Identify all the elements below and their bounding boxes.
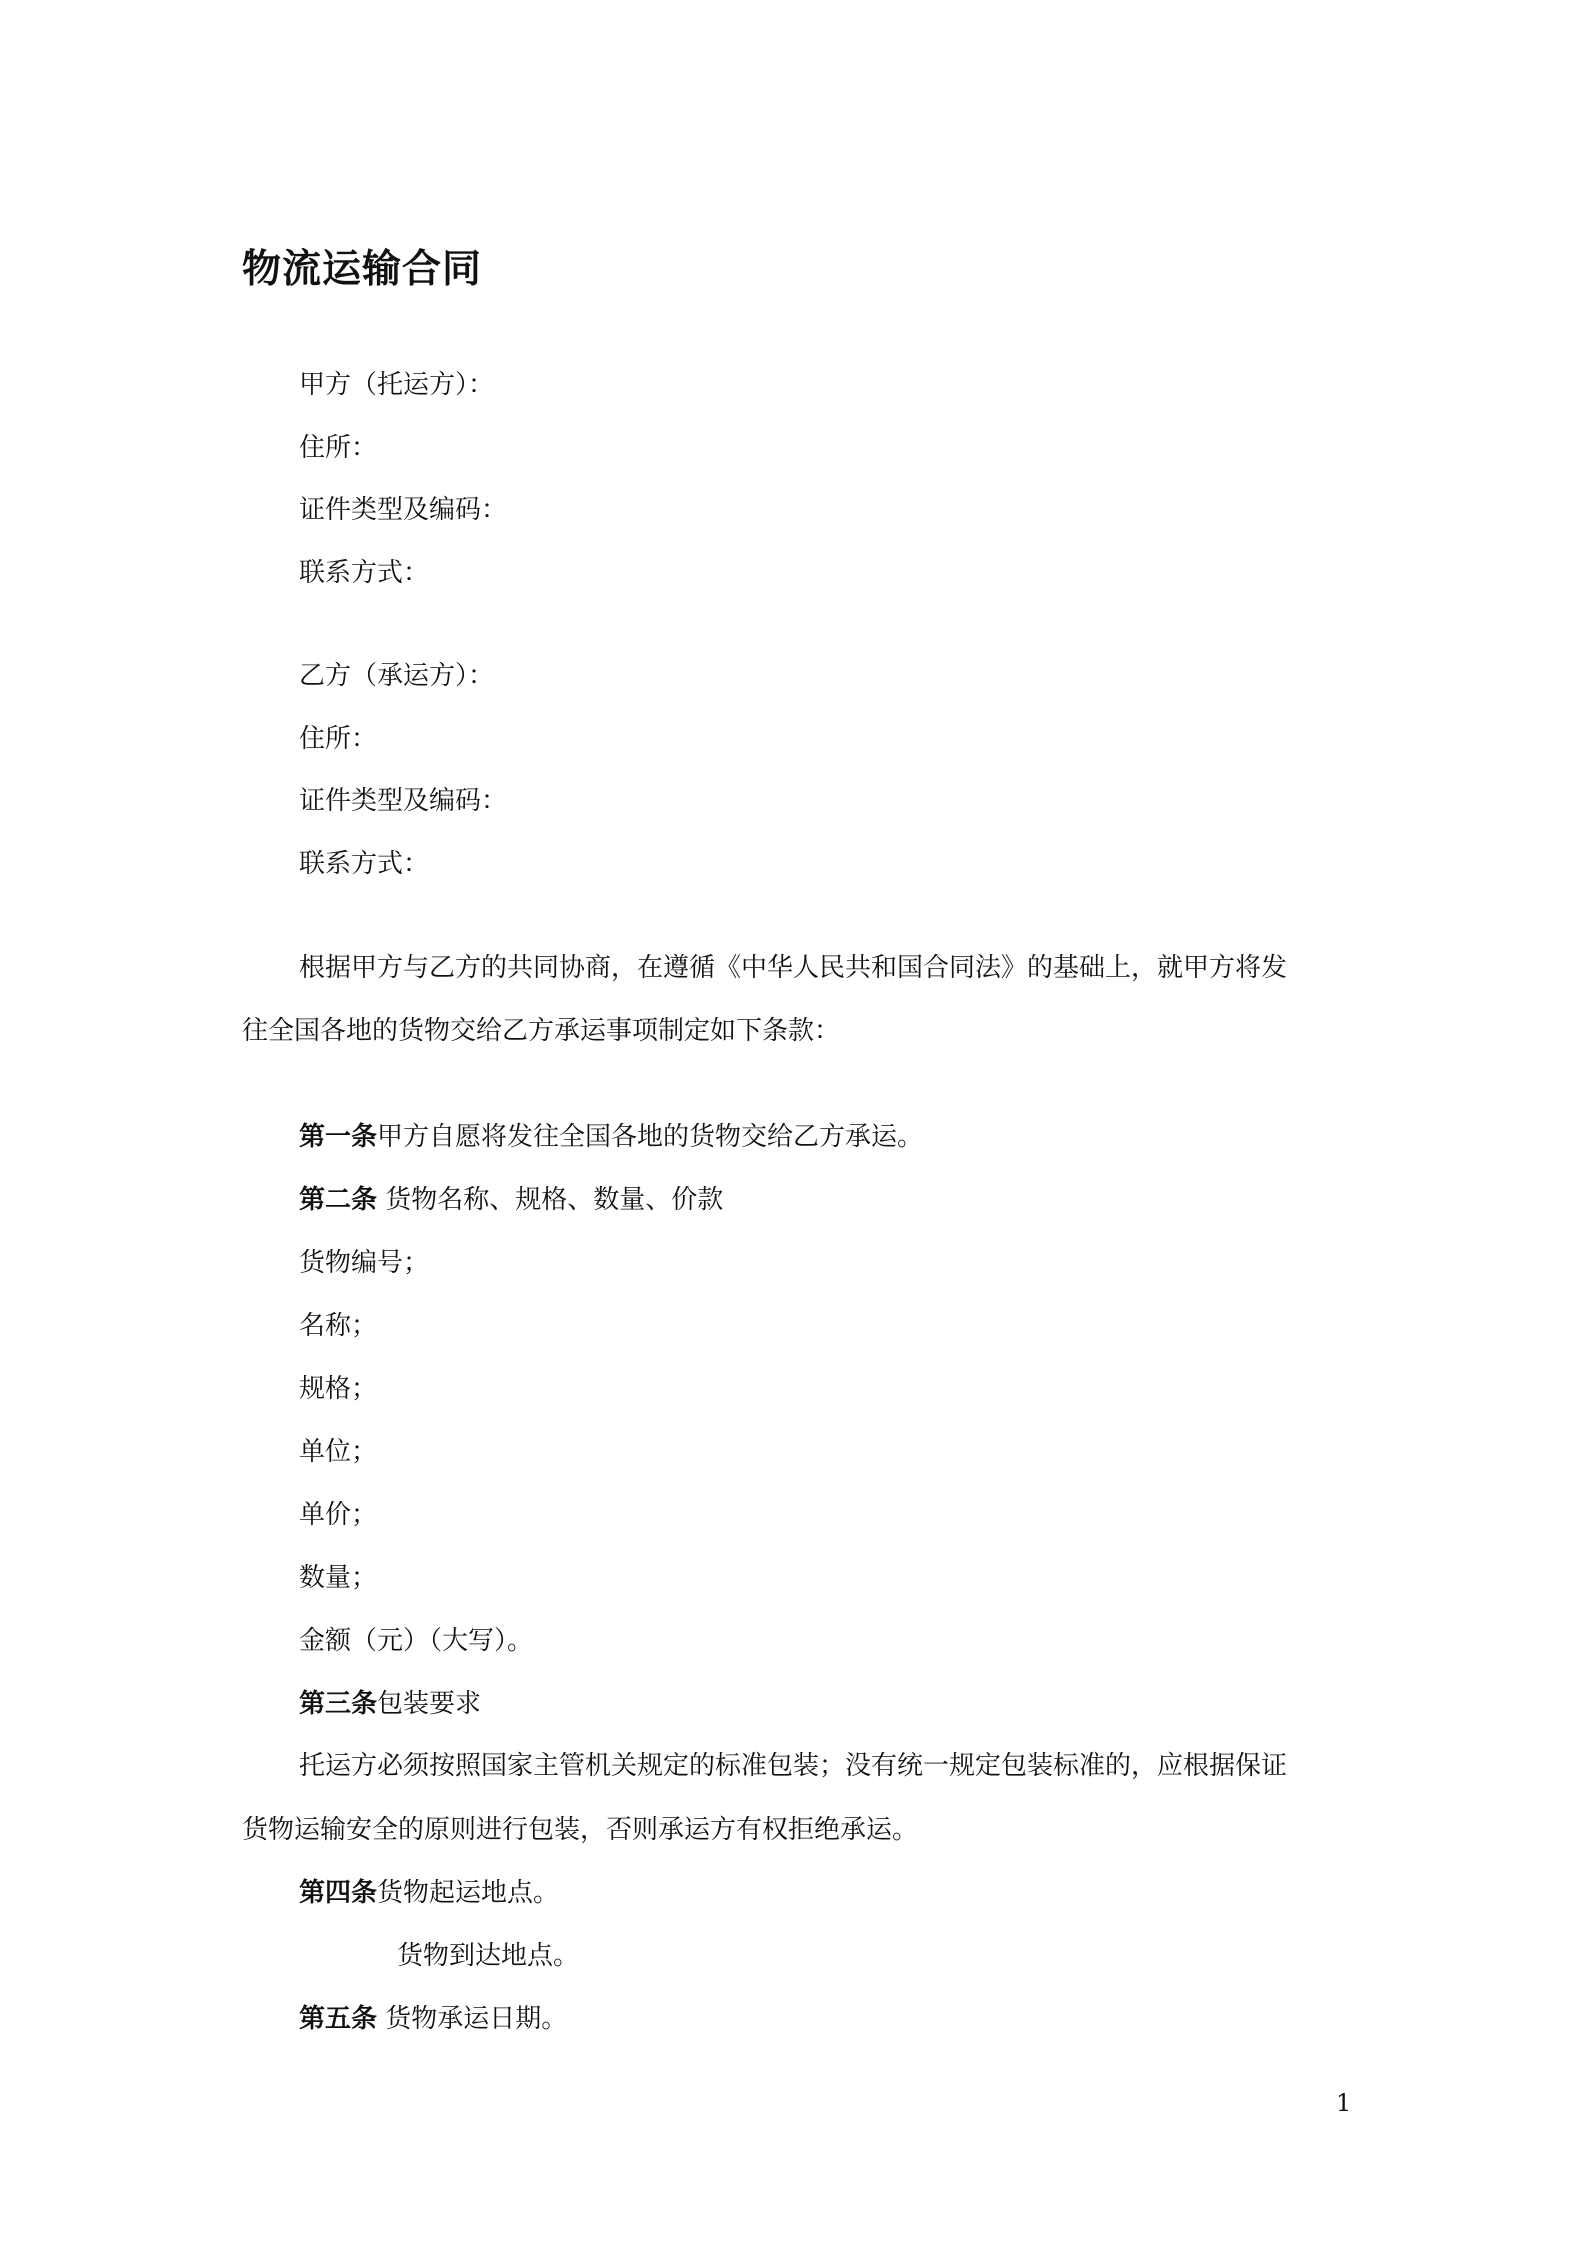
clause-3-line-1: 托运方必须按照国家主管机关规定的标准包装；没有统一规定包装标准的，应根据保证 xyxy=(299,1751,1288,1781)
party-b-address: 住所： xyxy=(299,724,378,754)
clause-4-text: 货物起运地点。 xyxy=(377,1878,560,1908)
clause-3-text: 包装要求 xyxy=(377,1689,482,1719)
clause-2-item: 单价； xyxy=(299,1500,378,1530)
clause-1 xyxy=(299,1117,923,1157)
clause-2-item: 单位； xyxy=(299,1437,378,1467)
intro-line-1: 根据甲方与乙方的共同协商，在遵循《中华人民共和国合同法》的基础上，就甲方将发 xyxy=(299,953,1288,983)
clause-1-heading: 第一条 xyxy=(299,1122,378,1152)
clause-2-item: 货物编号； xyxy=(299,1248,430,1278)
clause-3-line-2: 货物运输安全的原则进行包装，否则承运方有权拒绝承运。 xyxy=(242,1815,919,1845)
clause-4-line-2: 货物到达地点。 xyxy=(397,1941,580,1971)
clause-2 xyxy=(299,1180,723,1220)
page-number: 1 xyxy=(1336,2089,1352,2117)
clause-2-item: 规格； xyxy=(299,1374,378,1404)
party-a-contact: 联系方式： xyxy=(299,558,430,588)
document-title: 物流运输合同 xyxy=(242,247,483,292)
party-b-label: 乙方（承运方）： xyxy=(299,661,495,691)
clause-1-text: 甲方自愿将发往全国各地的货物交给乙方承运。 xyxy=(377,1122,924,1152)
clause-5-text: 货物承运日期。 xyxy=(377,2004,568,2034)
clause-5-heading: 第五条 xyxy=(299,2004,378,2034)
party-a-address: 住所： xyxy=(299,433,378,463)
clause-4 xyxy=(299,1873,559,1913)
clause-3 xyxy=(299,1684,481,1724)
clause-2-item: 金额（元）（大写）。 xyxy=(299,1626,534,1656)
clause-3-heading: 第三条 xyxy=(299,1689,378,1719)
clause-2-heading: 第二条 xyxy=(299,1185,378,1215)
clause-2-item: 名称； xyxy=(299,1311,378,1341)
party-a-id: 证件类型及编码： xyxy=(299,495,508,525)
clause-5 xyxy=(299,1999,567,2039)
party-b-contact: 联系方式： xyxy=(299,849,430,879)
clause-2-item: 数量； xyxy=(299,1563,378,1593)
party-a-label: 甲方（托运方）： xyxy=(299,370,495,400)
intro-line-2: 往全国各地的货物交给乙方承运事项制定如下条款： xyxy=(242,1016,841,1046)
party-b-id: 证件类型及编码： xyxy=(299,786,508,816)
clause-2-text: 货物名称、规格、数量、价款 xyxy=(377,1185,724,1215)
clause-4-heading: 第四条 xyxy=(299,1878,378,1908)
